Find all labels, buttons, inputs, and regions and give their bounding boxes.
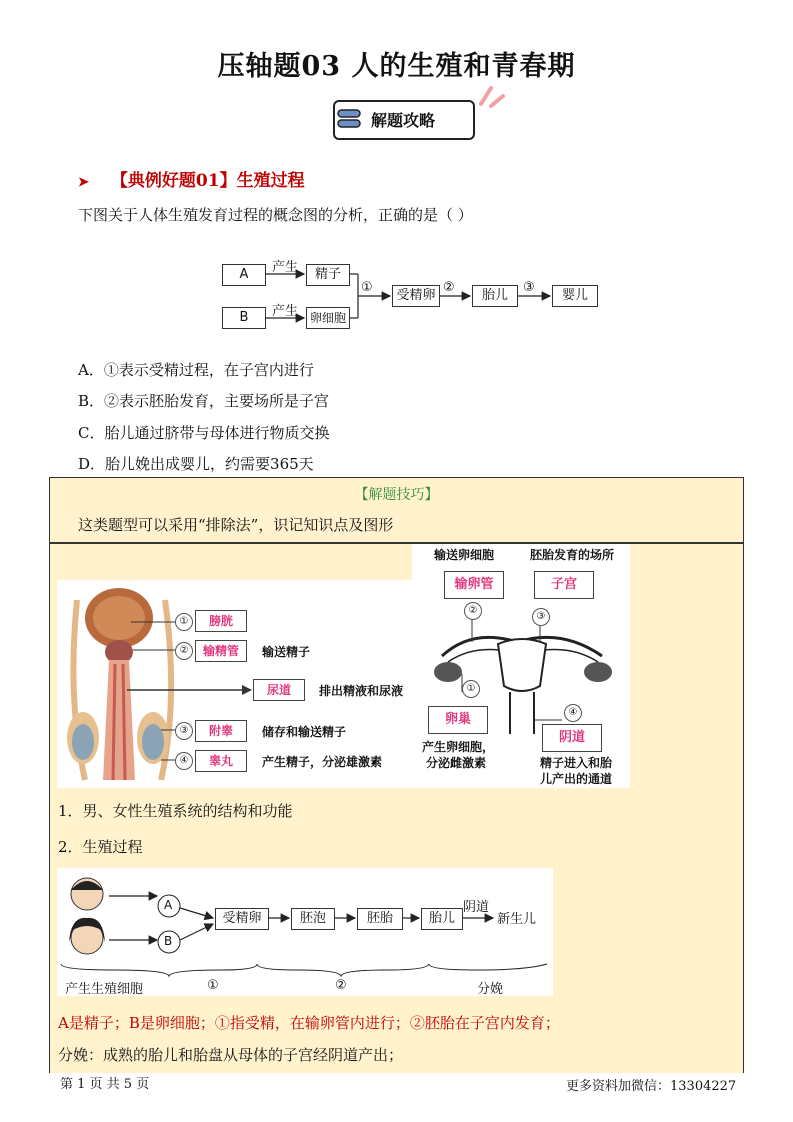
option-c: C．胎儿通过脐带与母体进行物质交换 — [78, 424, 330, 442]
node-b: B — [222, 307, 266, 329]
option-d: D．胎儿娩出成婴儿，约需要365天 — [78, 455, 314, 473]
female-top-left-desc: 输送卵细胞 — [434, 548, 495, 562]
desc-vas-deferens: 输送精子 — [262, 645, 311, 659]
desc-epididymis: 储存和输送精子 — [262, 725, 347, 739]
option-b: B．②表示胚胎发育，主要场所是子宫 — [78, 392, 330, 410]
step-3-label: ③ — [523, 280, 535, 295]
process-vagina-label: 阴道 — [463, 900, 490, 915]
process-node-b: B — [164, 934, 173, 948]
brace-2: ② — [335, 978, 347, 993]
node-sperm: 精子 — [306, 264, 350, 286]
produce-label-top: 产生 — [272, 260, 299, 275]
page-number: 第 1 页 共 5 页 — [60, 1077, 150, 1092]
male-system-figure — [57, 580, 412, 788]
female-num-3: ③ — [532, 608, 550, 626]
node-infant: 婴儿 — [552, 285, 598, 307]
female-top-right-desc: 胚胎发育的场所 — [530, 548, 615, 562]
node-fertilized-egg: 受精卵 — [392, 285, 440, 307]
female-num-2: ② — [464, 602, 482, 620]
male-num-3: ③ — [175, 722, 193, 740]
produce-label-bottom: 产生 — [272, 304, 299, 319]
label-uterus: 子宫 — [534, 571, 594, 599]
ovary-desc-1: 产生卵细胞， — [422, 740, 495, 754]
process-arrows — [57, 868, 553, 996]
process-blastocyst: 胚泡 — [291, 908, 335, 930]
arrow-icon: ➤ — [78, 175, 89, 190]
vagina-desc-1: 精子进入和胎 — [540, 756, 613, 770]
brace-1: ① — [207, 978, 219, 993]
label-ovary: 卵巢 — [428, 706, 488, 734]
female-system-figure — [412, 544, 630, 788]
step-1-label: ① — [361, 280, 373, 295]
delivery-explanation: 分娩：成熟的胎儿和胎盘从母体的子宫经阴道产出； — [58, 1046, 404, 1064]
process-fetus: 胎儿 — [421, 908, 463, 930]
label-vas-deferens: 输精管 — [195, 640, 247, 662]
reproduction-process-figure — [57, 868, 553, 996]
node-egg: 卵细胞 — [306, 307, 350, 329]
male-num-2: ② — [175, 642, 193, 660]
node-fetus: 胎儿 — [472, 285, 518, 307]
female-num-4: ④ — [564, 704, 582, 722]
female-num-1: ① — [462, 680, 480, 698]
label-epididymis: 附睾 — [195, 720, 247, 742]
sparkle-icon — [477, 84, 507, 108]
question-text: 下图关于人体生殖发育过程的概念图的分析，正确的是（ ） — [78, 206, 473, 224]
tip-box — [49, 477, 744, 543]
node-a: A — [222, 264, 266, 286]
heading-text: 【典例好题01】生殖过程 — [110, 171, 305, 191]
label-vagina: 阴道 — [542, 724, 602, 752]
example-heading — [78, 166, 305, 191]
label-bladder: 膀胱 — [195, 610, 247, 632]
scroll-icon — [337, 108, 363, 130]
point-1: 1．男、女性生殖系统的结构和功能 — [58, 802, 293, 820]
label-testis: 睾丸 — [195, 750, 247, 772]
label-oviduct: 输卵管 — [444, 571, 504, 599]
process-node-a: A — [164, 898, 173, 912]
process-embryo: 胚胎 — [357, 908, 403, 930]
process-newborn: 新生儿 — [497, 912, 537, 927]
vagina-desc-2: 儿产出的通道 — [540, 772, 613, 786]
ovary-desc-2: 分泌雌激素 — [426, 756, 487, 770]
process-fertilized-egg: 受精卵 — [215, 908, 269, 930]
tip-text: 这类题型可以采用“排除法”，识记知识点及图形 — [78, 516, 394, 534]
desc-testis: 产生精子，分泌雄激素 — [262, 755, 383, 769]
desc-urethra: 排出精液和尿液 — [319, 684, 404, 698]
label-urethra: 尿道 — [253, 679, 305, 701]
brace-delivery: 分娩 — [477, 982, 504, 997]
answer-explanation: A是精子；B是卵细胞；①指受精，在输卵管内进行；②胚胎在子宫内发育； — [58, 1014, 560, 1032]
male-num-1: ① — [175, 613, 193, 631]
step-2-label: ② — [443, 280, 455, 295]
concept-diagram — [200, 250, 620, 340]
knowledge-panel — [49, 543, 744, 1073]
footer-contact: 更多资料加微信：13304227 — [566, 1079, 737, 1094]
option-a: A．①表示受精过程，在子宫内进行 — [78, 361, 314, 379]
point-2: 2．生殖过程 — [58, 838, 143, 856]
page-title: 压轴题03 人的生殖和青春期 — [217, 51, 576, 82]
male-num-4: ④ — [175, 752, 193, 770]
brace-gametes: 产生生殖细胞 — [65, 982, 144, 997]
badge-label: 解题攻略 — [371, 111, 436, 130]
tip-title: 【解题技巧】 — [354, 487, 439, 503]
section-badge — [333, 100, 473, 140]
